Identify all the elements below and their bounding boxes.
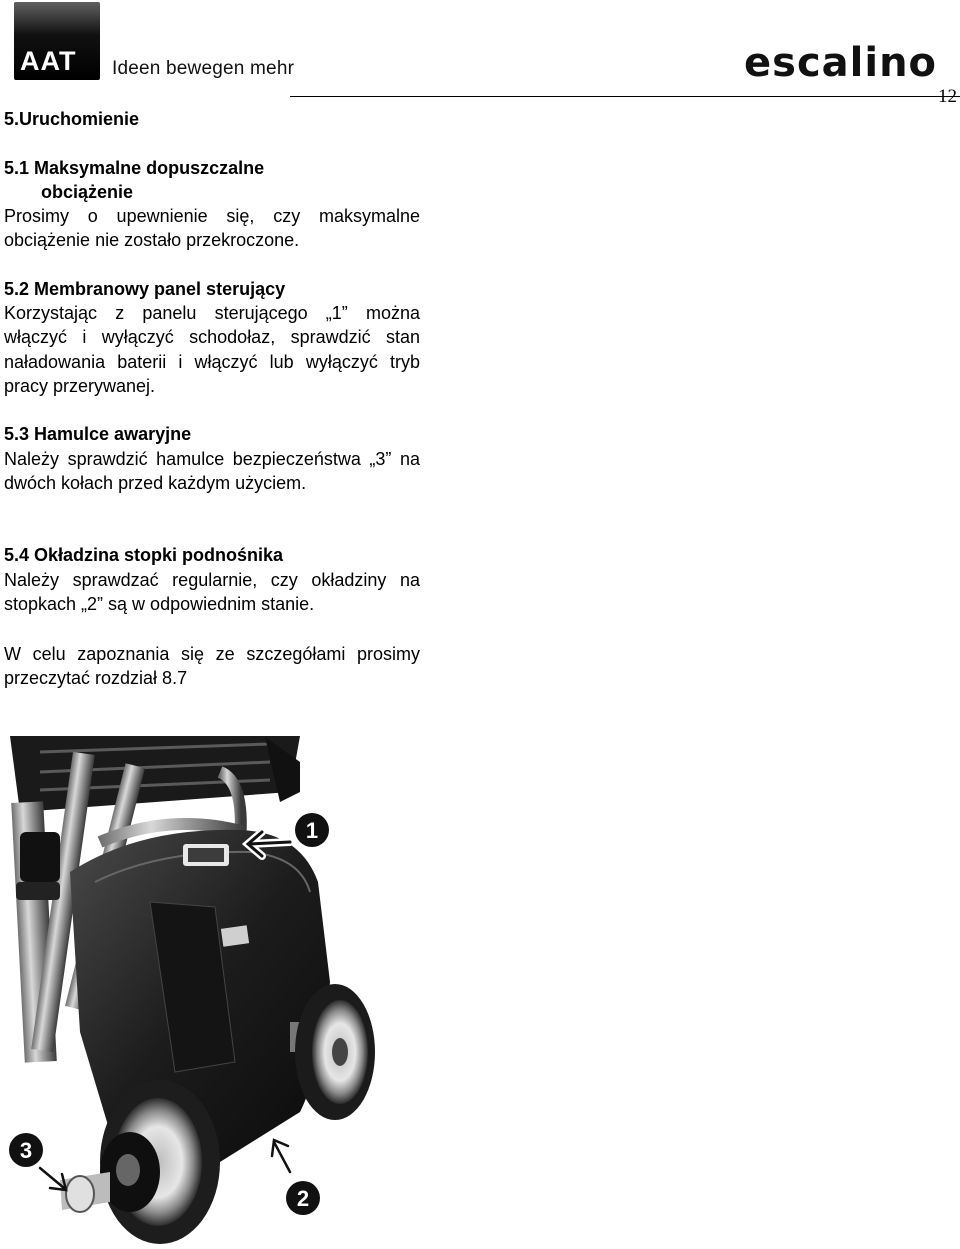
logo-shine bbox=[14, 2, 100, 35]
section-5-3-body: Należy sprawdzić hamulce bezpieczeństwa „3” na dwóch kołach przed każdym użyciem. bbox=[4, 449, 420, 494]
section-5-2-heading: 5.2 Membranowy panel sterujący bbox=[4, 279, 286, 299]
section-5-1-heading-line1: 5.1 Maksymalne dopuszczalne bbox=[4, 158, 265, 178]
stair-climber-photo bbox=[0, 732, 424, 1246]
brand-logo: escalino bbox=[744, 40, 938, 86]
page-number: 12 bbox=[938, 86, 957, 107]
section-5-1-heading-line2: obciążenie bbox=[41, 182, 134, 202]
section-5-1-body: Prosimy o upewnienie się, czy maksymalne obciążenie nie zostało przekroczone. bbox=[4, 206, 420, 251]
tagline: Ideen bewegen mehr bbox=[112, 58, 295, 79]
section-5-3-heading: 5.3 Hamulce awaryjne bbox=[4, 424, 192, 444]
header-rule bbox=[290, 96, 960, 97]
section-5-4-body: Należy sprawdzać regularnie, czy okładziny na stopkach „2” są w odpowiednim stanie. bbox=[4, 570, 420, 615]
logo-text: AAT bbox=[20, 46, 77, 76]
aat-logo bbox=[14, 2, 100, 80]
rear-wheel bbox=[295, 984, 375, 1120]
callout-1-label: 1 bbox=[305, 818, 319, 843]
note-paragraph: W celu zapoznania się ze szczegółami prosimy przeczytać rozdział 8.7 bbox=[4, 644, 420, 689]
section-title: 5.Uruchomienie bbox=[4, 109, 140, 129]
section-5-2-body: Korzystając z panelu sterującego „1” można włączyć i wyłączyć schodołaz, sprawdzić stan naładowania baterii i włączyć lub wyłączyć tryb pracy przerywanej. bbox=[4, 303, 420, 397]
section-5-4-heading: 5.4 Okładzina stopki podnośnika bbox=[4, 545, 284, 565]
callout-3-label: 3 bbox=[19, 1138, 33, 1163]
callout-2-label: 2 bbox=[296, 1186, 310, 1211]
